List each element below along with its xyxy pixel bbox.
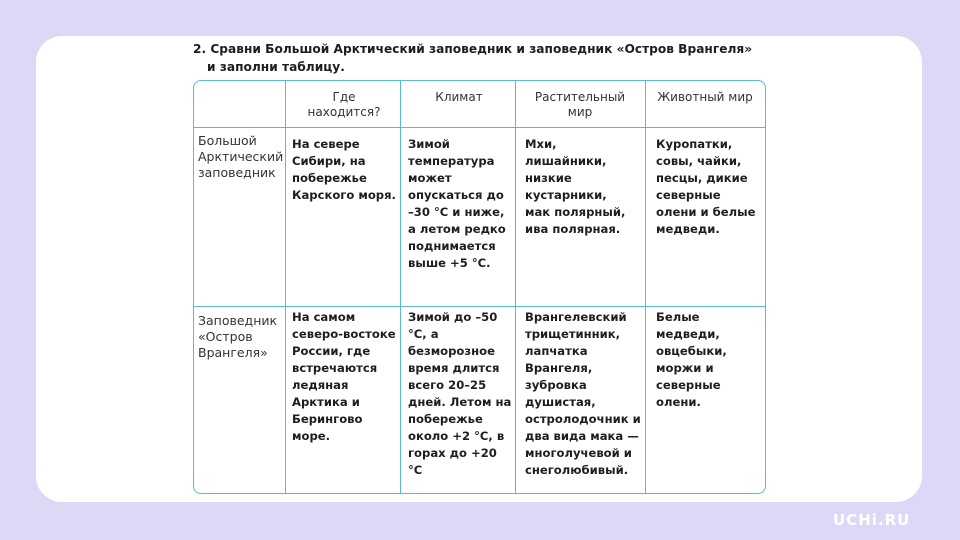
- table-divider: [194, 306, 765, 307]
- cell-wrangel-animals: Белые медведи, овцебыки, моржи и северные олени.: [656, 310, 727, 409]
- table-divider: [194, 127, 765, 128]
- table-divider: [400, 81, 401, 493]
- cell-wrangel-climate: Зимой до –50 °С, а безморозное время длится всего 20–25 дней. Летом на побережье около +2 °С, в горах до +20 °С: [408, 310, 512, 477]
- task-line-2: и заполни таблицу.: [207, 60, 345, 74]
- cell-wrangel-plants: Врангелевский трищетинник, лапчатка Врангеля, зубровка душистая, остролодочник и два вида мака — многолучевой и снеголюбивый.: [525, 310, 641, 477]
- row-name-wrangel: Заповедник «Остров Врангеля»: [198, 313, 278, 360]
- header-climate: Климат: [435, 90, 483, 104]
- header-animals: Животный мир: [657, 90, 753, 104]
- task-text: [193, 40, 793, 76]
- row-name-arctic: Большой Арктический заповедник: [198, 133, 284, 180]
- table-divider: [515, 81, 516, 493]
- cell-arctic-plants: Мхи, лишайники, низкие кустарники, мак полярный, ива полярная.: [525, 137, 626, 236]
- task-line-1: 2. Сравни Большой Арктический заповедник и заповедник «Остров Врангеля»: [193, 42, 753, 56]
- brand-logo: UCHi.RU: [833, 511, 911, 529]
- cell-arctic-climate: Зимой температура может опускаться до –30 °С и ниже, а летом редко поднимается выше +5 °С.: [408, 137, 506, 270]
- header-plants: Растительный мир: [534, 90, 626, 119]
- cell-arctic-where: На севере Сибири, на побережье Карского моря.: [292, 137, 396, 202]
- table-divider: [285, 81, 286, 493]
- cell-wrangel-where: На самом северо-востоке России, где встречаются ледяная Арктика и Берингово море.: [292, 310, 396, 443]
- header-where: Где находится?: [307, 90, 381, 119]
- comparison-table: [193, 80, 766, 494]
- cell-arctic-animals: Куропатки, совы, чайки, песцы, дикие северные олени и белые медведи.: [656, 137, 756, 236]
